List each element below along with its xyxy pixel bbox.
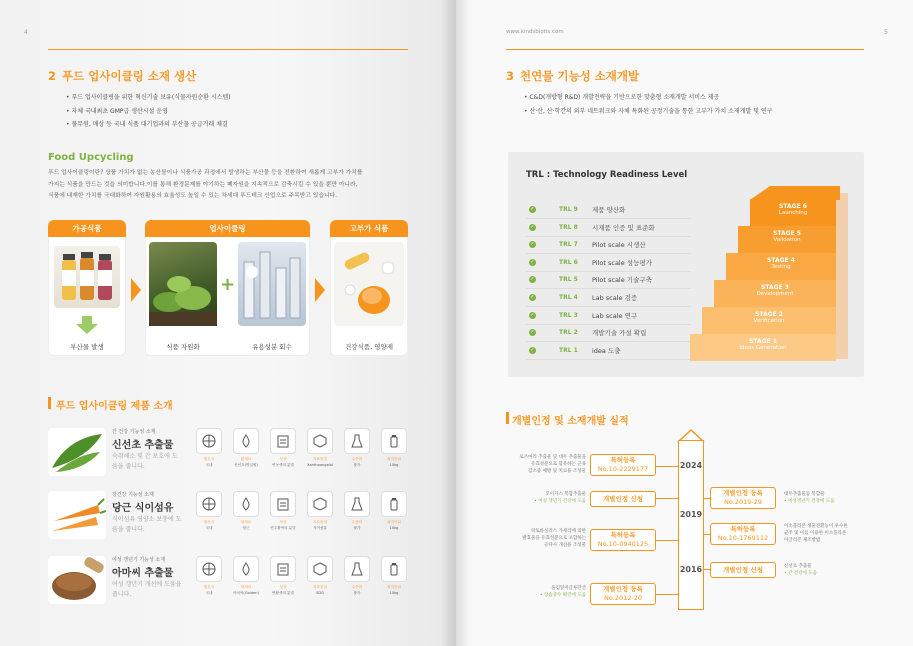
badge-title: 개별인정 신청	[723, 566, 763, 574]
flask-icon	[344, 491, 370, 517]
food-upcycling-paragraph	[48, 168, 418, 203]
spec-label: 원산지	[203, 520, 215, 524]
trl-row	[526, 220, 691, 237]
clipboard-icon	[270, 491, 296, 517]
check-icon: ✓	[530, 206, 535, 212]
stage-desc: Verification	[753, 318, 785, 324]
product-name: 신선초 추출물	[112, 440, 174, 451]
spec-value: 국내	[205, 591, 213, 595]
check-icon: ✓	[530, 346, 535, 353]
spec-label: 지표물질	[313, 585, 327, 589]
bottle-icon	[381, 491, 407, 517]
badge-title: 개별인정 등록	[723, 489, 763, 497]
spec-label: 수용화	[351, 520, 363, 524]
food-upcycling-title: Food Upcycling	[48, 152, 134, 163]
spec-label: 성상	[279, 520, 287, 524]
spec-label: 성상	[279, 585, 287, 589]
timeline-connector	[656, 594, 678, 595]
carrots-illustration	[48, 491, 106, 539]
note-line: 유효성분으로 함유하는 근육	[530, 462, 586, 467]
bullet: • C&D(개방형 R&D) 개발전략을 기반으로한 맞춤형 소재개발 서비스 제공	[524, 91, 773, 105]
badge-number: No.2012-20	[604, 594, 642, 602]
stage-desc: Launching	[778, 210, 808, 216]
patent-badge	[590, 529, 656, 551]
left-top-rule	[48, 49, 408, 50]
trl-level: TRL 1	[559, 346, 578, 354]
spec-value: 연황색의 분말	[272, 591, 294, 595]
right-top-rule	[506, 49, 864, 50]
stage-step	[726, 253, 836, 280]
angelica-image	[48, 428, 106, 476]
spec-label: 성상	[279, 457, 287, 461]
note-line: 이소플라본 생물전환능이 우수한	[784, 524, 848, 529]
right-arrow-icon	[131, 278, 141, 302]
spec-value: 불가	[353, 526, 361, 530]
trl-row	[526, 325, 691, 342]
note-line: 로즈마리 추출물 및 대두 추출물을	[519, 455, 586, 460]
trl-row	[526, 237, 691, 254]
timeline-note	[784, 563, 860, 577]
trl-text: Lab scale 연구	[592, 311, 638, 320]
trl-level: TRL 7	[559, 241, 578, 249]
check-icon: ✓	[530, 241, 535, 248]
patent-badge	[590, 454, 656, 476]
spec-label: 원재료	[240, 457, 252, 461]
note-line: 감소증 예방 및 치료용 조성물	[528, 469, 586, 474]
trl-level: TRL 6	[559, 258, 578, 266]
lab-illustration	[238, 242, 306, 326]
spec-value: 연녹색의 분말	[272, 463, 294, 467]
spec-value: 식이섬유	[313, 526, 327, 530]
note-line: • 여성갱년기 건강에 도움	[784, 499, 835, 504]
note-line: • 여성 갱년기 건강에 도움	[534, 499, 586, 504]
spec-label: 원산지	[203, 457, 215, 461]
trl-level: TRL 2	[559, 329, 578, 337]
badge-title: 특허등록	[610, 456, 636, 464]
globe-icon	[196, 491, 222, 517]
trl-text: Pilot scale 시생산	[592, 241, 646, 250]
trl-text: 시제품 인증 및 표준화	[592, 223, 655, 232]
paragraph-line: 가지는 식품을 만드는 것을 의미합니다.이를 통해 환경문제를 야기하는 폐자원을 지속적으로 감축시킬 수 있을 뿐만 아니라,	[48, 181, 358, 188]
process-caption: 유용성분 회수	[252, 343, 292, 351]
trl-title: TRL : Technology Readiness Level	[526, 170, 688, 180]
trl-row	[526, 202, 691, 219]
spec-label: 원재료	[240, 520, 252, 524]
badge-number: No.10-2229177	[597, 465, 649, 473]
approval-badge	[710, 487, 776, 509]
timeline-note	[506, 528, 586, 549]
trl-row	[526, 272, 691, 289]
bottle-icon	[381, 556, 407, 582]
process-head: 업사이클링	[145, 220, 310, 237]
bullet: • 푸드 업사이클링을 위한 혁신기술 보유(식물자원순환 시스템)	[66, 91, 231, 105]
juice-bottles-image	[54, 246, 120, 308]
badge-number: No.2019-29	[724, 498, 762, 506]
spec-value: 불가	[353, 591, 361, 595]
badge-number: No.10-1769112	[717, 534, 769, 542]
clipboard-icon	[270, 428, 296, 454]
page-gutter	[440, 0, 470, 646]
bullet: • 산·산, 산·학간의 외부 네트워크와 자체 특화된 공정기술을 통한 고부가 가치 소재개발 및 연구	[524, 105, 773, 119]
spec-label: 원산지	[203, 585, 215, 589]
clipboard-icon	[270, 556, 296, 582]
trl-level: TRL 4	[559, 294, 578, 301]
process-caption: 부산물 발생	[70, 343, 104, 351]
section3-title	[506, 68, 639, 84]
check-icon: ✓	[530, 311, 535, 318]
year-label: 2024	[679, 461, 703, 470]
stage-step	[750, 199, 836, 226]
spec-value: 국내	[205, 463, 213, 467]
product-tag: 여성 갱년기 기능성 소재	[112, 557, 166, 563]
timeline-note	[506, 585, 586, 599]
trl-level: TRL 3	[559, 311, 578, 319]
stage-name: STAGE 3	[761, 284, 789, 291]
badge-number: No.10-0940125	[597, 540, 649, 548]
spec-label: 지표물질	[313, 457, 327, 461]
globe-icon	[196, 428, 222, 454]
left-page-number: 4	[24, 29, 28, 36]
spec-value: 10kg	[389, 591, 399, 595]
section-marker	[506, 412, 509, 424]
section3-title-text: 천연물 기능성 소재개발	[520, 69, 640, 83]
stage-name: STAGE 2	[755, 311, 783, 318]
timeline-note	[784, 491, 860, 505]
bullet: • 풀무원, 매상 등 국내 식품 대기업과의 부산물 공급거래 체결	[66, 118, 231, 132]
section2-number: 2	[48, 69, 57, 83]
section3-number: 3	[506, 69, 515, 83]
note-line: 균주 및 이를 이용한 이소플라본	[784, 531, 847, 536]
product-desc: 숙취해소 및 간 보호에 도움을 줍니다.	[112, 453, 178, 470]
timeline-title: 개별인정 및 소재개발 실적	[512, 416, 629, 427]
product-name: 아마씨 추출물	[112, 568, 174, 579]
lab-equipment-image	[238, 242, 306, 326]
trl-level: TRL 5	[559, 276, 578, 284]
approval-badge	[590, 583, 656, 605]
flask-icon	[344, 556, 370, 582]
supplements-image	[334, 242, 404, 326]
flask-icon	[344, 428, 370, 454]
patent-badge	[710, 523, 776, 545]
stair-shadow	[836, 193, 848, 359]
spec-value: 불가	[353, 463, 361, 467]
note-line: 아글리콘 제조방법	[784, 538, 821, 543]
check-icon: ✓	[530, 294, 535, 300]
spec-value: SDG	[316, 591, 324, 595]
leaves-illustration	[48, 428, 106, 476]
trl-level: TRL 9	[559, 206, 578, 213]
note-line: 대두추출물등 복합물	[784, 492, 825, 497]
section2-title	[48, 68, 196, 84]
trl-row	[526, 255, 691, 272]
spec-value: 10kg	[389, 526, 399, 530]
spec-value: 아마씨(Golden)	[233, 591, 259, 595]
note-line: 발효물을 유효성분으로 포함하는	[522, 536, 586, 541]
timeline-note	[506, 491, 586, 505]
spec-value: 당근	[242, 526, 250, 530]
note-line: 골다사 개선용 조성물	[544, 543, 586, 548]
timeline-note	[506, 454, 586, 475]
products-title: 푸드 업사이클링 제품 소개	[56, 401, 173, 412]
trl-level: TRL 8	[559, 223, 578, 231]
spec-label: 원재료	[240, 585, 252, 589]
approval-badge	[590, 491, 656, 507]
paragraph-line: 식품에 내재한 가치를 극대화하여 자원활용의 효율성도 높일 수 있는 차세대 푸드테크 산업으로 주목받고 있습니다.	[48, 193, 337, 199]
website-url: www.kindsbiotis.com	[506, 29, 564, 35]
stage-desc: Testing	[771, 264, 791, 270]
seeds-illustration	[48, 556, 106, 604]
section2-title-text: 푸드 업사이클링 소재 생산	[62, 69, 197, 83]
timeline-note	[784, 523, 864, 544]
check-icon: ✓	[530, 223, 535, 230]
check-icon: ✓	[530, 276, 535, 283]
bullet: • 자체 국내최초 GMP급 생산시설 운영	[66, 105, 231, 119]
year-label: 2019	[679, 510, 703, 519]
trl-row	[526, 290, 691, 307]
check-icon: ✓	[530, 258, 535, 265]
spec-value: 국내	[205, 526, 213, 530]
timeline-connector	[656, 498, 678, 499]
note-line: 신선초 추출물	[784, 564, 812, 569]
trl-row	[526, 308, 691, 325]
cube-icon	[307, 556, 333, 582]
plants-illustration	[149, 242, 217, 326]
spec-value: 신선초(명일엽)	[234, 463, 258, 467]
stage-step	[690, 334, 836, 361]
badge-title: 특허등록	[730, 525, 756, 533]
check-icon: ✓	[530, 329, 535, 336]
section3-bullets	[524, 91, 773, 118]
paragraph-line: 푸드 업사이클링이란? 상품 가치가 없는 농산물이나 식품가공 과정에서 발생하는 부산물 등을 전환하여 새롭게 고부가 가치를	[48, 170, 363, 176]
pills-illustration	[334, 242, 404, 326]
process-head: 가공식품	[48, 220, 126, 237]
process-head: 고부가 식품	[330, 220, 408, 237]
stage-desc: Validation	[773, 237, 801, 243]
stage-step	[714, 280, 836, 307]
stage-name: STAGE 1	[749, 338, 777, 345]
trl-text: 개발기술 가설 확립	[592, 329, 647, 338]
product-desc: 여성 갱년기 개선에 도움을 줍니다.	[112, 581, 182, 598]
stage-name: STAGE 6	[779, 203, 807, 210]
drop-icon	[233, 491, 259, 517]
stair-top-arrow	[750, 186, 840, 200]
right-page-number: 5	[884, 29, 888, 36]
globe-icon	[196, 556, 222, 582]
note-line: 락토바실러스 가세리에 의한	[530, 529, 586, 534]
trl-text: Pilot scale 기술구축	[592, 276, 652, 285]
product-tag: 장건강 기능성 소재	[112, 492, 154, 498]
badge-title: 개별인정 등록	[603, 585, 643, 593]
process-caption: 건강식품, 영양제	[344, 343, 394, 351]
trl-text: Lab scale 검증	[592, 294, 638, 302]
spec-label: 지표물질	[313, 520, 327, 524]
note-line: • 간 건강에 도움	[784, 571, 818, 576]
plus-icon: +	[220, 274, 236, 295]
spec-label: 최저단위	[387, 520, 401, 524]
trl-text: idea 도출	[592, 346, 621, 355]
timeline-connector	[656, 466, 678, 467]
spec-value: 10kg	[389, 463, 399, 467]
spec-label: 수용화	[351, 457, 363, 461]
drop-icon	[233, 556, 259, 582]
stage-desc: Development	[756, 291, 794, 297]
trl-row	[526, 343, 691, 360]
product-desc: 식이섬유 영양소 보충에 도움을 줍니다.	[112, 516, 182, 533]
bottles-illustration	[54, 246, 120, 308]
trl-text: Pilot scale 성능평가	[592, 258, 652, 267]
product-name: 당근 식이섬유	[112, 503, 174, 514]
spec-label: 수용화	[351, 585, 363, 589]
badge-title: 특허등록	[610, 531, 636, 539]
stage-step	[738, 226, 836, 253]
drop-icon	[233, 428, 259, 454]
timeline-connector	[656, 540, 678, 541]
badge-title: 개별인정 신청	[603, 495, 643, 503]
year-label: 2016	[679, 565, 703, 574]
right-arrow-icon	[315, 278, 325, 302]
down-arrow-icon	[76, 316, 98, 334]
section-marker	[48, 397, 51, 409]
cube-icon	[307, 491, 333, 517]
spec-value: Xanthoangelol	[307, 463, 333, 467]
trl-text: 제품 양산화	[592, 206, 626, 214]
note-line: 돌김잎미글루탄산	[551, 586, 586, 591]
section2-bullets	[66, 91, 231, 132]
stage-desc: Ideas Generation	[739, 345, 787, 351]
spec-label: 최저단위	[387, 585, 401, 589]
plants-image	[149, 242, 217, 326]
approval-badge	[710, 562, 776, 578]
carrot-image	[48, 491, 106, 539]
flaxseed-image	[48, 556, 106, 604]
note-line: • 장습증수 확진에 도움	[539, 593, 586, 598]
product-tag: 간 건강 기능성 소재	[112, 429, 156, 435]
process-caption: 식품 자원화	[166, 343, 200, 351]
bottle-icon	[381, 428, 407, 454]
spec-value: 연주황색의 분말	[270, 526, 296, 530]
spec-label: 최저단위	[387, 457, 401, 461]
cube-icon	[307, 428, 333, 454]
stage-step	[702, 307, 836, 334]
stage-name: STAGE 4	[767, 257, 795, 264]
stage-name: STAGE 5	[773, 230, 801, 237]
note-line: 모이자스 복합추출물	[545, 492, 586, 497]
